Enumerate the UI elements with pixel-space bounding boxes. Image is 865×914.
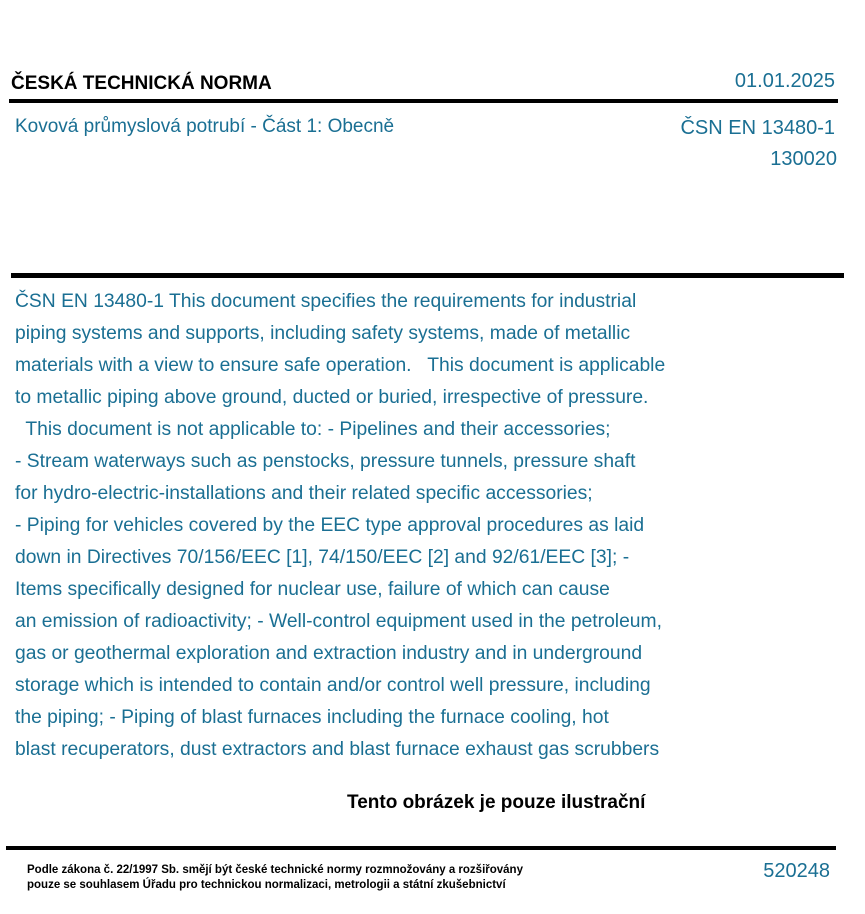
abstract-line: to metallic piping above ground, ducted or buried, irrespective of pressure. <box>15 387 649 408</box>
legal-notice <box>27 863 523 893</box>
abstract-line: down in Directives 70/156/EEC [1], 74/150/EEC [2] and 92/61/EEC [3]; - <box>15 547 630 568</box>
footer-rule <box>6 846 836 850</box>
standard-code: ČSN EN 13480-1 <box>680 117 835 139</box>
abstract-line: an emission of radioactivity; - Well-control equipment used in the petroleum, <box>15 611 662 632</box>
abstract-line: - Piping for vehicles covered by the EEC type approval procedures as laid <box>15 515 645 536</box>
abstract-line: Items specifically designed for nuclear use, failure of which can cause <box>15 579 610 600</box>
abstract-line: ČSN EN 13480-1 This document specifies the requirements for industrial <box>15 291 637 312</box>
legal-line: Podle zákona č. 22/1997 Sb. smějí být české technické normy rozmnožovány a rozšiřovány <box>27 864 523 876</box>
document-number: 520248 <box>763 860 830 882</box>
abstract-line: for hydro-electric-installations and their related specific accessories; <box>15 483 593 504</box>
legal-line: pouze se souhlasem Úřadu pro technickou normalizaci, metrologii a státní zkušebnictví <box>27 879 506 891</box>
document-title: ČESKÁ TECHNICKÁ NORMA <box>11 73 272 94</box>
abstract-line: - Stream waterways such as penstocks, pressure tunnels, pressure shaft <box>15 451 636 472</box>
abstract-line: blast recuperators, dust extractors and blast furnace exhaust gas scrubbers <box>15 739 660 760</box>
section-rule <box>11 273 844 278</box>
class-number: 130020 <box>770 148 837 170</box>
abstract-line: This document is not applicable to: - Pipelines and their accessories; <box>15 419 611 440</box>
abstract-line: materials with a view to ensure safe operation. This document is applicable <box>15 355 666 376</box>
abstract-line: storage which is intended to contain and/or control well pressure, including <box>15 675 651 696</box>
illustration-note: Tento obrázek je pouze ilustrační <box>347 792 646 813</box>
publication-date: 01.01.2025 <box>734 70 835 92</box>
abstract-text <box>15 286 775 766</box>
header-rule <box>9 99 838 103</box>
abstract-line: piping systems and supports, including safety systems, made of metallic <box>15 323 631 344</box>
abstract-line: the piping; - Piping of blast furnaces including the furnace cooling, hot <box>15 707 609 728</box>
abstract-line: gas or geothermal exploration and extraction industry and in underground <box>15 643 643 664</box>
standard-subtitle: Kovová průmyslová potrubí - Část 1: Obecně <box>15 116 395 137</box>
